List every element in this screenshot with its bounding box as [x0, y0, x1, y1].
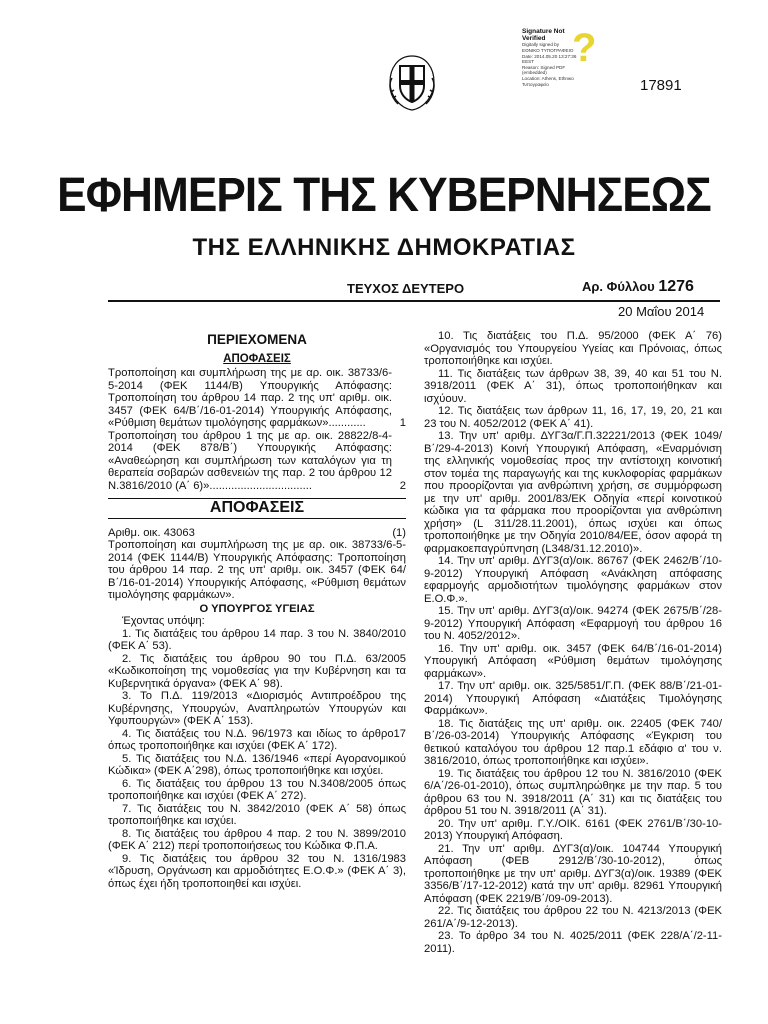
recital-item: 10. Τις διατάξεις του Π.Δ. 95/2000 (ΦΕΚ Α΄ 76) «Οργανισμός του Υπουργείου Υγείας και Πρόνοιας, όπως τροποποιήθηκε και ισχύει. — [424, 330, 722, 367]
having-regard: Έχοντας υπόψη: — [122, 615, 205, 627]
greek-emblem-icon — [382, 50, 442, 114]
recital-item: 8. Τις διατάξεις του άρθρου 4 παρ. 2 του Ν. 3899/2010 (ΦΕΚ Α΄ 212) περί τροποποιήσεως του Κώδικα Φ.Π.Α. — [108, 827, 406, 852]
gazette-title: ΕΦΗΜΕΡΙΣ ΤΗΣ ΚΥΒΕΡΝΗΣΕΩΣ — [57, 169, 711, 222]
issue-date: 20 Μαΐου 2014 — [618, 304, 705, 319]
recital-item: 15. Την υπ' αριθμ. ΔΥΓ3(α)/οικ. 94274 (ΦΕΚ 2675/Β΄/28-9-2012) Υπουργική Απόφαση «Εφαρμογή του άρθρου 16 του Ν. 4052/2012». — [424, 605, 722, 642]
signature-detail: Location: Athens, Ethnικο — [522, 75, 574, 81]
recital-item: 17. Την υπ' αριθμ. οικ. 325/5851/Γ.Π. (ΦΕΚ 88/Β΄/21-01-2014) Υπουργική Απόφαση «Διατάξεις Τιμολόγησης Φαρμάκων». — [424, 680, 722, 717]
right-column — [424, 330, 722, 955]
recital-item: 18. Τις διατάξεις της υπ' αριθμ. οικ. 22405 (ΦΕΚ 740/Β΄/26-03-2014) Υπουργικής Απόφασης «Έγκριση του θετικού καταλόγου του άρθρου 12 παρ.1 εδάφιο α' του ν. 3816/2010, όπως τροποποιήθηκε και ισχύει». — [424, 717, 722, 767]
decision-title: Τροποποίηση και συμπλήρωση της με αρ. οικ. 38733/6-5-2014 (ΦΕΚ 1144/Β) Υπουργικής Απόφασης: Τροποποίηση του άρθρου 14 παρ. 2 της υπ' αριθμ. οικ. 3457 (ΦΕΚ 64/Β΄/16-01-2014) Υπουργικής Απόφασης, «Ρύθμιση θεμάτων τιμολόγησης φαρμάκων». — [108, 539, 406, 601]
sheet-number — [582, 278, 694, 296]
signature-detail: Reason: Signed PDF — [522, 64, 566, 70]
recital-item: 12. Τις διατάξεις των άρθρων 11, 16, 17, 19, 20, 21 και 23 του Ν. 4052/2012 (ΦΕΚ Α΄ 41). — [424, 405, 722, 430]
toc-entry[interactable] — [108, 367, 406, 430]
issue-label: ΤΕΥΧΟΣ ΔΕΥΤΕΡΟ — [347, 281, 465, 296]
recital-item: 6. Τις διατάξεις του άρθρου 13 του Ν.3408/2005 όπως τροποποιήθηκε και ισχύει (ΦΕΚ Α΄ 272). — [108, 777, 406, 802]
decision-ref-label: Αριθμ. οικ. 43063 — [108, 526, 195, 539]
recital-item: 5. Τις διατάξεις του Ν.Δ. 136/1946 «περί Αγορανομικού Κώδικα» (ΦΕΚ Α΄298), όπως τροποποιήθηκε και ισχύει. — [108, 752, 406, 777]
recital-item: 21. Την υπ' αριθμ. ΔΥΓ3(α)/οικ. 104744 Υπουργική Απόφαση (ΦΕΒ 2912/Β΄/30-10-2012), όπως τροποποιήθηκε με την υπ' αριθμ. ΔΥΓ3(α)/οικ. 19389 (ΦΕΚ 3356/Β΄/17-12-2012) κατά την υπ' αριθμ. 82961 Υπουργική Απόφαση (ΦΕΚ 2219/Β΄/09-09-2013). — [424, 842, 722, 905]
signature-title-line1: Signature Not — [522, 28, 565, 35]
signature-not-verified-stamp[interactable] — [522, 28, 632, 94]
recital-item: 1. Τις διατάξεις του άρθρου 14 παρ. 3 του Ν. 3840/2010 (ΦΕΚ Α΄ 53). — [108, 627, 406, 652]
question-mark-icon: ? — [572, 26, 597, 70]
signature-detail: ΕΘΝΙΚΟ ΤΥΠΟΓΡΑΦΕΙΟ — [522, 48, 574, 53]
toc-entry[interactable] — [108, 430, 406, 493]
recital-item: 20. Την υπ' αριθμ. Γ.Υ./ΟΙΚ. 6161 (ΦΕΚ 2761/Β΄/30-10-2013) Υπουργική Απόφαση. — [424, 817, 722, 842]
recital-item: 13. Την υπ' αριθμ. ΔΥΓ3α/Γ.Π.32221/2013 (ΦΕΚ 1049/Β΄/29-4-2013) Κοινή Υπουργική Απόφαση, «Εναρμόνιση της ελληνικής νομοθεσίας προς την αντίστοιχη κοινοτική στον τομέα της παραγωγής και της κυκλοφορίας φαρμάκων που προορίζονται για ανθρώπινη χρήση, σε συμμόρφωση με την υπ' αριθμ. 2001/83/ΕΚ Οδηγία «περί κοινοτικού κώδικα για τα φάρμακα που προορίζονται για ανθρώπινη χρήση» (L 311/28.11.2001), όπως ισχύει και όπως τροποποιήθηκε με την Οδηγία 2010/84/ΕΕ, όσον αφορά τη φαρμακοεπαγρύπνηση (L348/31.12.2010)». — [424, 430, 722, 555]
decisions-subheading: ΑΠΟΦΑΣΕΙΣ — [223, 352, 291, 365]
signature-detail: Date: 2014.05.20 13:27:36 — [522, 53, 577, 59]
contents-heading: ΠΕΡΙΕΧΟΜΕΝΑ — [207, 332, 307, 347]
signature-detail: (embedded) — [522, 70, 547, 76]
recital-item: 22. Τις διατάξεις του άρθρου 22 του Ν. 4213/2013 (ΦΕΚ 261/Α΄/9-12-2013). — [424, 905, 722, 930]
sheet-label: Αρ. Φύλλου — [582, 279, 655, 294]
recital-item: 14. Την υπ' αριθμ. ΔΥΓ3(α)/οικ. 86767 (ΦΕΚ 2462/Β΄/10-9-2012) Υπουργική Απόφαση «Ανάκληση απόφασης εφαρμογής αρμοδιοτήτων τιμολόγησης φαρμάκων στον Ε.Ο.Φ.». — [424, 555, 722, 605]
recital-item: 16. Την υπ' αριθμ. οικ. 3457 (ΦΕΚ 64/Β΄/16-01-2014) Υπουργική Απόφαση «Ρύθμιση θεμάτων τιμολόγησης φαρμάκων». — [424, 642, 722, 680]
toc-entry-text: Τροποποίηση και συμπλήρωση της με αρ. οικ. 38733/6-5-2014 (ΦΕΚ 1144/Β) Υπουργικής Απόφασης: Τροποποίηση του άρθρου 14 παρ. 2 της υπ' αριθμ. οικ. 3457 (ΦΕΚ 64/Β΄/16-01-2014) Υπουργικής Απόφασης, «Ρύθμιση θεμάτων τιμολόγησης φαρμάκων»............ — [108, 367, 392, 429]
recital-item: 2. Τις διατάξεις του άρθρου 90 του Π.Δ. 63/2005 «Κωδικοποίηση της νομοθεσίας για την Κυβέρνηση και τα Κυβερνητικά όργανα» (ΦΕΚ Α΄ 98). — [108, 652, 406, 690]
gazette-subtitle: ΤΗΣ ΕΛΛΗΝΙΚΗΣ ΔΗΜΟΚΡΑΤΙΑΣ — [192, 234, 576, 261]
signature-title-line2: Verified — [522, 35, 546, 43]
recital-item: 4. Τις διατάξεις του Ν.Δ. 96/1973 και ιδίως το άρθρο17 όπως τροποποιήθηκε και ισχύει (ΦΕΚ Α΄ 172). — [108, 727, 406, 752]
toc-entry-text: Τροποποίηση του άρθρου 1 της με αρ. οικ. 28822/8-4-2014 (ΦΕΚ 878/Β΄) Υπουργικής Απόφασης: «Αναθεώρηση και συμπλήρωση των καταλόγων για τη θεραπεία σοβαρών ασθενειών της παρ. 2 του άρθρου 12 Ν.3816/2010 (Α΄ 6)»................................. — [108, 429, 392, 492]
recital-item: 19. Τις διατάξεις του άρθρου 12 του Ν. 3816/2010 (ΦΕΚ 6/Α΄/26-01-2010), όπως συμπληρώθηκε με την παρ. 5 του άρθρου 63 του Ν. 3918/2011 (Α΄ 31) και τις διατάξεις του άρθρου 51 του Ν. 3918/2011 (Α΄ 31). — [424, 767, 722, 817]
recital-item: 11. Τις διατάξεις των άρθρων 38, 39, 40 και 51 του Ν. 3918/2011 (ΦΕΚ Α΄ 31), όπως τροποποιήθηκαν και ισχύουν. — [424, 367, 722, 405]
recital-item: 7. Τις διατάξεις του Ν. 3842/2010 (ΦΕΚ Α΄ 58) όπως τροποποιήθηκε και ισχύει. — [108, 802, 406, 827]
signature-detail: Τυπογραφείο — [522, 81, 549, 87]
toc-entry-page: 1 — [399, 417, 406, 429]
decisions-heading: ΑΠΟΦΑΣΕΙΣ — [108, 498, 406, 519]
signature-detail: Digitally signed by — [522, 42, 560, 48]
header-divider — [108, 300, 720, 302]
signature-detail: EEST — [522, 59, 534, 65]
decision-ref-number: (1) — [392, 526, 406, 539]
recital-item: 9. Τις διατάξεις του άρθρου 32 του Ν. 1316/1983 «Ίδρυση, Οργάνωση και αρμοδιότητες Ε.Ο.Φ.» (ΦΕΚ Α΄ 3), όπως έχει ήδη τροποποιηθεί και ισχύει. — [108, 852, 406, 890]
recital-item: 3. Το Π.Δ. 119/2013 «Διορισμός Αντιπροέδρου της Κυβέρνησης, Υπουργών, Αναπληρωτών Υπουργών και Υφυπουργών» (ΦΕΚ Α΄ 153). — [108, 690, 406, 727]
decision-reference — [108, 527, 406, 540]
page-number: 17891 — [640, 77, 682, 94]
recital-item: 23. Το άρθρο 34 του Ν. 4025/2011 (ΦΕΚ 228/Α΄/2-11-2011). — [424, 930, 722, 955]
minister-heading: Ο ΥΠΟΥΡΓΟΣ ΥΓΕΙΑΣ — [199, 602, 315, 615]
sheet-number-value: 1276 — [658, 278, 694, 295]
left-column — [108, 330, 406, 890]
toc-entry-page: 2 — [399, 479, 406, 492]
